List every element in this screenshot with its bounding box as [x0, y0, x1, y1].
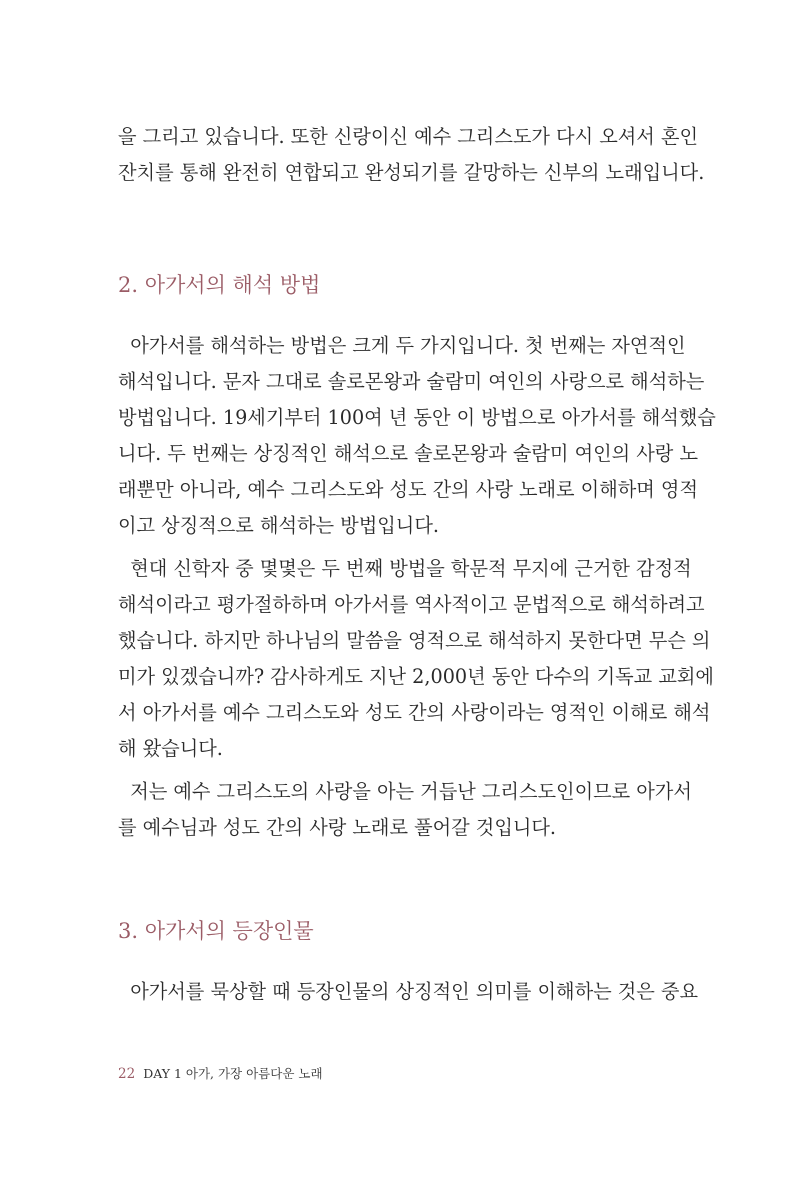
running-title: DAY 1 아가, 가장 아름다운 노래	[143, 1066, 323, 1081]
s2-p1-line-1: 아가서를 해석하는 방법은 크게 두 가지입니다. 첫 번째는 자연적인	[118, 334, 686, 357]
page-footer	[118, 1064, 323, 1084]
s2-p1-line-4: 니다. 두 번째는 상징적인 해석으로 솔로몬왕과 술람미 여인의 사랑 노	[118, 442, 698, 465]
s2-p2-line-3: 했습니다. 하지만 하나님의 말씀을 영적으로 해석하지 못한다면 무슨 의	[118, 629, 711, 652]
s2-p2-line-1: 현대 신학자 중 몇몇은 두 번째 방법을 학문적 무지에 근거한 감정적	[118, 557, 692, 580]
section-2-heading: 2. 아가서의 해석 방법	[118, 273, 321, 297]
s2-p1-line-2: 해석입니다. 문자 그대로 솔로몬왕과 술람미 여인의 사랑으로 해석하는	[118, 370, 705, 393]
s2-p2-line-5: 서 아가서를 예수 그리스도와 성도 간의 사랑이라는 영적인 이해로 해석	[118, 701, 711, 724]
s2-p1-line-6: 이고 상징적으로 해석하는 방법입니다.	[118, 514, 439, 537]
s2-p3-line-1: 저는 예수 그리스도의 사랑을 아는 거듭난 그리스도인이므로 아가서	[118, 780, 692, 803]
intro-line-1: 을 그리고 있습니다. 또한 신랑이신 예수 그리스도가 다시 오셔서 혼인	[118, 125, 698, 148]
intro-line-2: 잔치를 통해 완전히 연합되고 완성되기를 갈망하는 신부의 노래입니다.	[118, 161, 705, 184]
s2-p2-line-6: 해 왔습니다.	[118, 737, 223, 760]
s2-p3-line-2: 를 예수님과 성도 간의 사랑 노래로 풀어갈 것입니다.	[118, 816, 557, 839]
page-number: 22	[118, 1066, 136, 1082]
s2-p2-line-4: 미가 있겠습니까? 감사하게도 지난 2,000년 동안 다수의 기독교 교회에	[118, 665, 714, 688]
s2-p1-line-5: 래뿐만 아니라, 예수 그리스도와 성도 간의 사랑 노래로 이해하며 영적	[118, 478, 698, 501]
section-3-heading: 3. 아가서의 등장인물	[118, 919, 314, 943]
s3-p1-line-1: 아가서를 묵상할 때 등장인물의 상징적인 의미를 이해하는 것은 중요	[118, 980, 698, 1003]
s2-p2-line-2: 해석이라고 평가절하하며 아가서를 역사적이고 문법적으로 해석하려고	[118, 593, 705, 616]
s2-p1-line-3: 방법입니다. 19세기부터 100여 년 동안 이 방법으로 아가서를 해석했습	[118, 406, 716, 429]
